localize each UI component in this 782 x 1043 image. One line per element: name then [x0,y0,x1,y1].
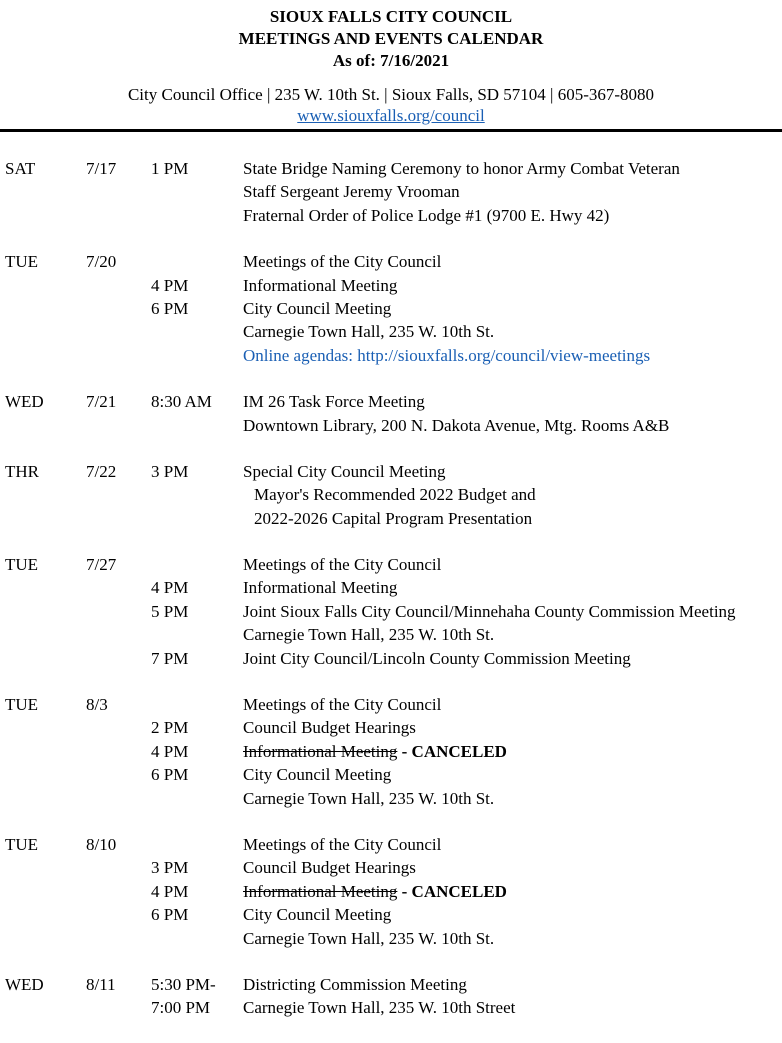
website-link[interactable]: www.siouxfalls.org/council [297,106,485,125]
event-description [243,274,397,297]
event-time: 5:30 PM- [151,974,216,994]
event-day: SAT [5,159,36,178]
event-description [254,507,532,530]
document-header [0,0,782,126]
event-line [0,600,782,623]
event-line [0,740,782,763]
canceled-meeting-name: Informational Meeting [243,741,398,761]
event-time: 3 PM [151,858,189,878]
event-line [0,833,782,856]
event-description [243,716,416,739]
event-description [243,623,494,646]
event-day: TUE [5,252,39,272]
event-line [0,763,782,786]
event-time: 1 PM [151,159,189,178]
canceled-meeting-name: Informational Meeting [243,881,398,901]
event-description [243,740,507,763]
event-day: WED [5,974,44,994]
event-description [243,833,441,856]
canceled-label: - CANCELED [397,741,507,761]
agenda-link[interactable]: Online agendas: http://siouxfalls.org/council/view-meetings [243,345,651,365]
event-day: WED [5,392,44,412]
event-description [243,204,609,227]
event-line [0,320,782,343]
event-line [0,460,782,483]
event-text: Meetings of the City Council [243,555,442,575]
event-time: 4 PM [151,741,189,761]
event-text: IM 26 Task Force Meeting [243,392,425,412]
event-date: 7/27 [86,555,117,575]
event-entry [0,250,782,367]
event-text: Special City Council Meeting [243,461,446,481]
event-time: 6 PM [151,298,189,318]
event-line [0,880,782,903]
event-text: Carnegie Town Hall, 235 W. 10th St. [243,322,495,342]
event-description [243,250,441,273]
event-text: Carnegie Town Hall, 235 W. 10th St. [243,788,495,808]
event-line [0,996,782,1019]
event-time: 4 PM [151,578,189,598]
event-text: Carnegie Town Hall, 235 W. 10th St. [243,625,495,645]
event-text: Joint City Council/Lincoln County Commission Meeting [243,648,631,668]
event-description [243,414,669,437]
event-text: Meetings of the City Council [243,695,442,715]
event-time: 7 PM [151,648,189,668]
event-text: Districting Commission Meeting [243,974,467,994]
event-description [243,344,650,367]
event-time: 4 PM [151,881,189,901]
event-description [243,880,507,903]
event-description [243,787,494,810]
event-entry [0,973,782,1020]
event-line [0,973,782,996]
event-date: 8/3 [86,695,108,715]
event-description [243,320,494,343]
event-time: 4 PM [151,275,189,295]
event-line [0,180,782,203]
event-line [0,623,782,646]
event-time: 3 PM [151,461,189,481]
event-date: 8/10 [86,834,117,854]
event-text: Meetings of the City Council [243,252,442,272]
event-entry [0,693,782,810]
event-description [243,927,494,950]
event-date: 7/22 [86,461,117,481]
event-date: 7/17 [86,159,117,178]
event-line [0,927,782,950]
event-text: Joint Sioux Falls City Council/Minnehaha County Commission Meeting [243,601,736,621]
event-date: 7/21 [86,392,117,412]
event-description [243,180,460,203]
event-description [254,483,536,506]
event-line [0,553,782,576]
as-of-date: As of: 7/16/2021 [332,51,450,70]
event-text: 2022-2026 Capital Program Presentation [254,508,533,528]
event-description [243,460,446,483]
event-text: Mayor's Recommended 2022 Budget and [254,485,536,505]
event-time: 7:00 PM [151,998,211,1018]
event-day: TUE [5,834,39,854]
canceled-label: - CANCELED [397,881,507,901]
event-description [243,576,397,599]
event-date: 8/11 [86,974,116,994]
event-description [243,390,425,413]
event-time: 6 PM [151,905,189,925]
event-text: Council Budget Hearings [243,718,416,738]
event-text: Council Budget Hearings [243,858,416,878]
event-line [0,250,782,273]
event-time: 2 PM [151,718,189,738]
event-line [0,856,782,879]
event-description [243,763,391,786]
event-entry [0,157,782,227]
event-line [0,204,782,227]
event-description [243,297,391,320]
event-text: Carnegie Town Hall, 235 W. 10th Street [243,998,516,1018]
event-text: City Council Meeting [243,905,392,925]
header-divider [0,129,782,132]
event-date: 7/20 [86,252,117,272]
event-line [0,274,782,297]
event-time: 8:30 AM [151,392,212,412]
event-line [0,716,782,739]
event-description [243,996,515,1019]
event-description [243,157,680,180]
event-text: Downtown Library, 200 N. Dakota Avenue, Mtg. Rooms A&B [243,415,670,435]
event-time: 5 PM [151,601,189,621]
event-description [243,553,441,576]
event-line [0,414,782,437]
event-line [0,483,782,506]
event-text: City Council Meeting [243,298,392,318]
event-day: TUE [5,695,39,715]
event-text: Fraternal Order of Police Lodge #1 (9700 E. Hwy 42) [243,205,610,225]
council-title: SIOUX FALLS CITY COUNCIL [269,7,513,26]
event-line [0,576,782,599]
event-day: THR [5,461,39,481]
event-day: TUE [5,555,39,575]
event-entry [0,390,782,437]
event-line [0,507,782,530]
event-text: State Bridge Naming Ceremony to honor Army Combat Veteran [243,159,680,178]
event-text: Informational Meeting [243,275,398,295]
event-text: Staff Sergeant Jeremy Vrooman [243,182,460,202]
event-description [243,600,736,623]
event-line [0,647,782,670]
event-time: 6 PM [151,765,189,785]
event-line [0,344,782,367]
event-text: Meetings of the City Council [243,834,442,854]
events-list [0,157,782,1043]
event-entry [0,553,782,670]
event-line [0,693,782,716]
contact-info: City Council Office | 235 W. 10th St. | Sioux Falls, SD 57104 | 605-367-8080 [127,85,655,104]
calendar-title: MEETINGS AND EVENTS CALENDAR [238,29,544,48]
event-entry [0,833,782,950]
event-entry [0,460,782,530]
event-line [0,157,782,180]
event-line [0,390,782,413]
event-description [243,647,631,670]
event-description [243,973,467,996]
event-text: Informational Meeting [243,578,398,598]
event-line [0,903,782,926]
event-description [243,856,416,879]
event-text: Carnegie Town Hall, 235 W. 10th St. [243,928,495,948]
event-line [0,297,782,320]
event-text: City Council Meeting [243,765,392,785]
event-description [243,693,441,716]
event-line [0,787,782,810]
event-description [243,903,391,926]
